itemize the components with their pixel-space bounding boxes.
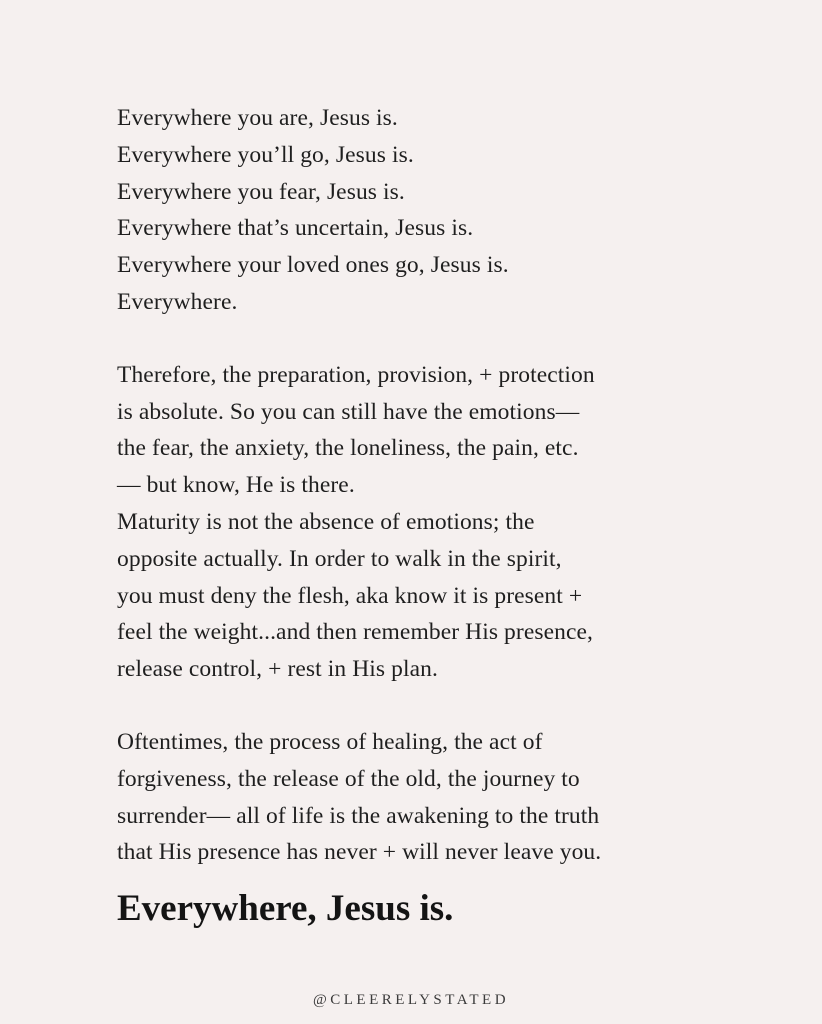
text-line: the fear, the anxiety, the loneliness, the pain, etc. xyxy=(117,435,579,462)
stanza-1 xyxy=(117,100,797,321)
quote-body xyxy=(117,100,797,931)
closing-heading: Everywhere, Jesus is. xyxy=(117,888,454,930)
text-line: feel the weight...and then remember His presence, xyxy=(117,619,594,646)
stanza-3 xyxy=(117,724,797,871)
text-line: release control, + rest in His plan. xyxy=(117,656,438,683)
text-line: opposite actually. In order to walk in the spirit, xyxy=(117,545,562,572)
text-line: Oftentimes, the process of healing, the act of xyxy=(117,728,543,755)
text-line: Everywhere you’ll go, Jesus is. xyxy=(117,141,414,168)
text-line: Maturity is not the absence of emotions; the xyxy=(117,508,535,535)
text-line: Everywhere you are, Jesus is. xyxy=(117,105,398,131)
text-line: Everywhere you fear, Jesus is. xyxy=(117,178,405,205)
text-line: you must deny the flesh, aka know it is present + xyxy=(117,582,583,609)
author-handle: @CLEERELYSTATED xyxy=(312,992,510,1008)
text-line: Therefore, the preparation, provision, + protection xyxy=(117,361,595,388)
text-line: Everywhere your loved ones go, Jesus is. xyxy=(117,252,509,279)
text-line: that His presence has never + will never leave you. xyxy=(117,839,602,866)
text-line: forgiveness, the release of the old, the journey to xyxy=(117,765,580,792)
text-line: is absolute. So you can still have the emotions— xyxy=(117,398,580,425)
text-line: Everywhere that’s uncertain, Jesus is. xyxy=(117,215,474,242)
text-line: — but know, He is there. xyxy=(117,472,355,499)
text-line: surrender— all of life is the awakening to the truth xyxy=(117,802,600,829)
text-line: Everywhere. xyxy=(117,288,238,315)
stanza-2 xyxy=(117,357,797,688)
